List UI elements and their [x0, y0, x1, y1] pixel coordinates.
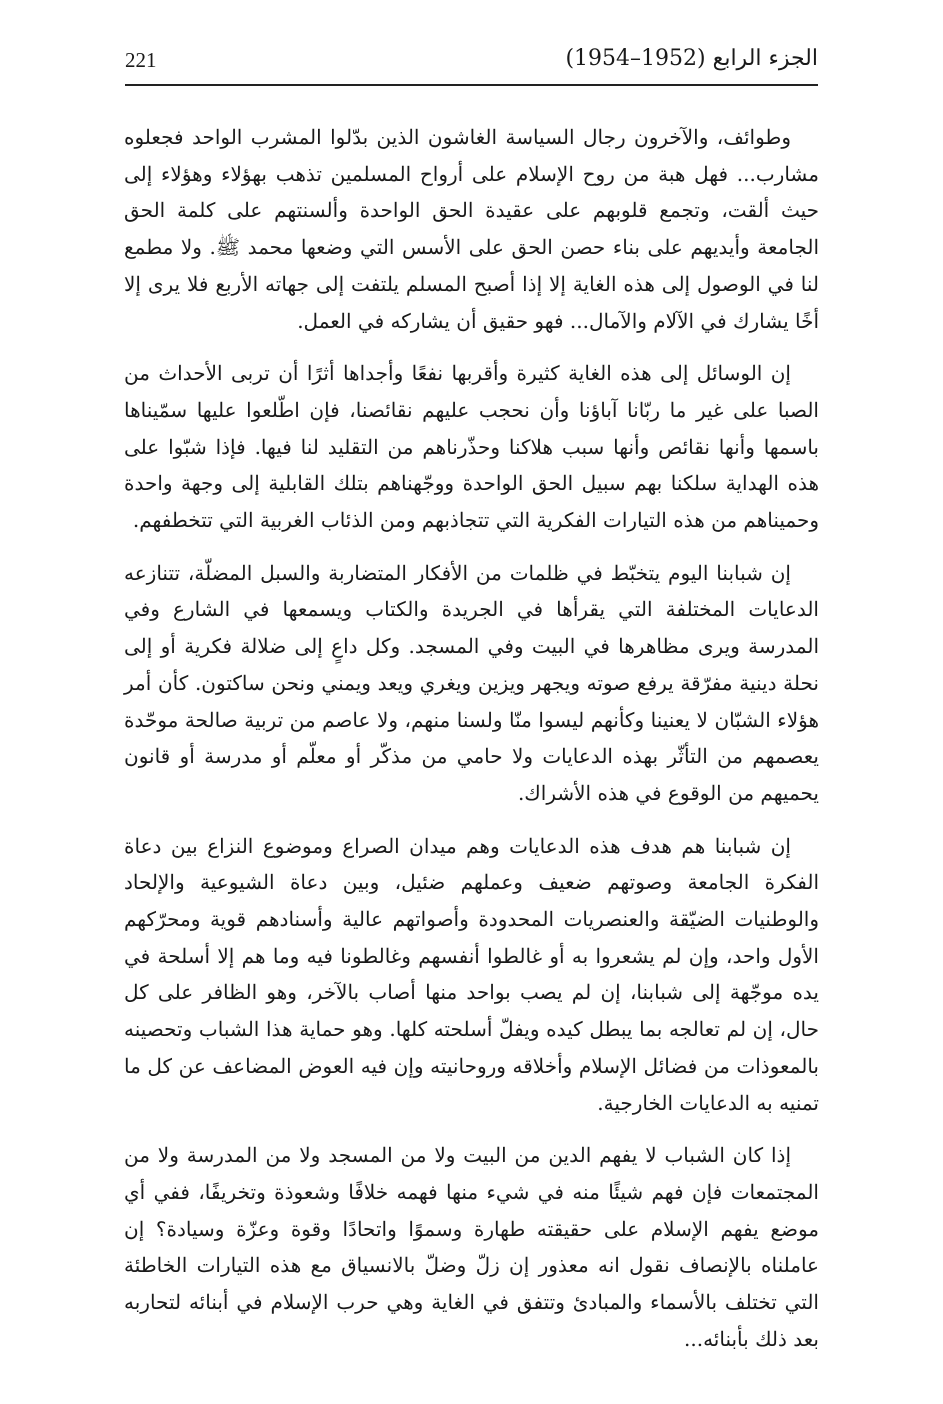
paragraph-2: إن الوسائل إلى هذه الغاية كثيرة وأقربها نفعًا وأجداها أثرًا أن تربى الأحداث من الصبا على غير ما ربّانا آباؤنا وأن نحجب عليهم نقائصنا، فإن اطّلعوا عليها سمّيناها باسمها وأنها نقائص وأنها سبب هلاكنا وحذّرناهم من التقليد لنا فيها. فإذا شبّوا على هذه الهداية سلكنا بهم سبيل الحق الواحدة ووجّهناهم بتلك القابلية إلى وجهة واحدة وحميناهم من هذه التيارات الفكرية التي تتجاذبهم ومن الذئاب الغربية التي تتخطفهم. [124, 361, 819, 533]
paragraph-1: وطوائف، والآخرون رجال السياسة الغاشون الذين بدّلوا المشرب الواحد فجعلوه مشارب... فهل هبة من روح الإسلام على أرواح المسلمين تذهب بهؤلاء وهؤلاء إلى حيث ألقت، وتجمع قلوبهم على عقيدة الحق الواحدة وألسنتهم على كلمة الحق الجامعة وأيديهم على بناء حصن الحق على الأسس التي وضعها محمد ﷺ. ولا مطمع لنا في الوصول إلى هذه الغاية إلا إذا أصبح المسلم يلتفت إلى جهاته الأربع فلا يرى إلا أخًا يشارك في الآلام والآمال... فهو حقيق أن يشاركه في العمل. [124, 125, 819, 333]
page-number: 221 [125, 48, 157, 72]
header-rule [125, 84, 818, 86]
running-head: الجزء الرابع (1952–1954) [565, 46, 818, 71]
paragraph-4: إن شبابنا هم هدف هذه الدعايات وهم ميدان الصراع وموضوع النزاع بين دعاة الفكرة الجامعة وصوتهم ضعيف وعملهم ضئيل، وبين دعاة الشيوعية والإلحاد والوطنيات الضيّقة والعنصريات المحدودة وأصواتهم عالية وأسنادهم قوية ومحرّكهم الأول واحد، وإن لم يشعروا به أو غالطوا أنفسهم وغالطونا فيه وما هم إلا أسلحة في يده موجّهة إلى شبابنا، إن لم يصب بواحد منها أصاب بالآخر، وهو الظافر على كل حال، إن لم تعالجه بما يبطل كيده ويفلّ أسلحته كلها. وهو حماية هذا الشباب وتحصينه بالمعوذات من فضائل الإسلام وأخلاقه وروحانيته وإن فيه العوض المضاعف عن كل ما تمنيه به الدعايات الخارجية. [124, 833, 819, 1115]
body-text [124, 119, 819, 1358]
paragraph-3: إن شبابنا اليوم يتخبّط في ظلمات من الأفكار المتضاربة والسبل المضلّة، تتنازعه الدعايات المختلفة التي يقرأها في الجريدة والكتاب ويسمعها في الشارع وفي المدرسة ويرى مظاهرها في البيت وفي المسجد. وكل داعٍ إلى ضلالة فكرية أو إلى نحلة دينية مفرّقة يرفع صوته ويجهر ويزين ويغري ويعد ويمني ونحن ساكتون. كأن أمر هؤلاء الشبّان لا يعنينا وكأنهم ليسوا منّا ولسنا منهم، ولا عاصم من تربية صالحة موحّدة يعصمهم من التأثّر بهذه الدعايات ولا حامي من مذكّر أو معلّم أو مدرسة أو قانون يحميهم من الوقوع في هذه الأشراك. [124, 560, 819, 805]
paragraph-5: إذا كان الشباب لا يفهم الدين من البيت ولا من المسجد ولا من المدرسة ولا من المجتمعات فإن فهم شيئًا منه في شيء منها فهمه خلافًا وشعوذة وتخريفًا، ففي أي موضع يفهم الإسلام على حقيقته طهارة وسموًا واتحادًا وقوة وعزّة وسيادة؟ إن عاملناه بالإنصاف نقول انه معذور إن زلّ وضلّ بالانسياق مع هذه التيارات الخاطئة التي تختلف بالأسماء والمبادئ وتتفق في الغاية وهي حرب الإسلام في أبنائه لتحاربه بعد ذلك بأبنائه... [124, 1143, 819, 1351]
page-header [125, 44, 818, 84]
